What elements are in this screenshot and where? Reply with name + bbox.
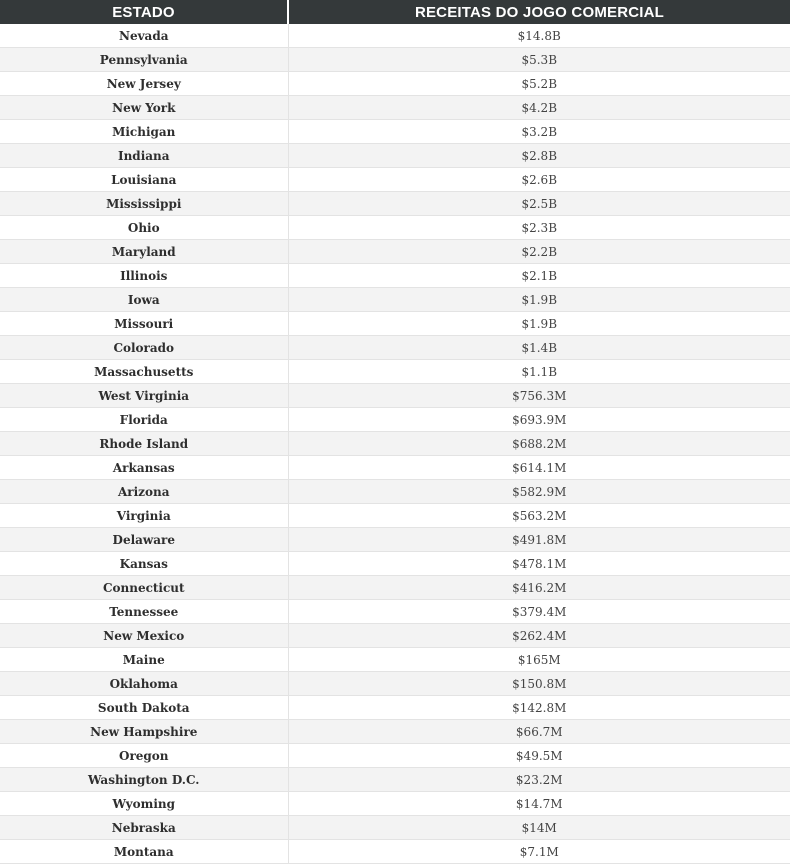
state-cell: New Mexico [0, 624, 288, 648]
state-cell: Indiana [0, 144, 288, 168]
table-row [0, 840, 790, 864]
state-cell: Washington D.C. [0, 768, 288, 792]
state-cell: Montana [0, 840, 288, 864]
state-cell: Arkansas [0, 456, 288, 480]
revenue-cell: $756.3M [288, 384, 790, 408]
revenue-cell: $693.9M [288, 408, 790, 432]
revenue-cell: $2.2B [288, 240, 790, 264]
table-row [0, 216, 790, 240]
table-row [0, 696, 790, 720]
table-row [0, 384, 790, 408]
state-cell: Massachusetts [0, 360, 288, 384]
table-row [0, 456, 790, 480]
state-cell: Missouri [0, 312, 288, 336]
table-row [0, 576, 790, 600]
state-cell: New York [0, 96, 288, 120]
table-row [0, 816, 790, 840]
table-row [0, 288, 790, 312]
state-cell: Wyoming [0, 792, 288, 816]
header-row [0, 0, 790, 24]
table-row [0, 120, 790, 144]
table-row [0, 168, 790, 192]
revenue-cell: $416.2M [288, 576, 790, 600]
revenue-cell: $2.5B [288, 192, 790, 216]
revenue-cell: $563.2M [288, 504, 790, 528]
state-cell: Oklahoma [0, 672, 288, 696]
table-row [0, 24, 790, 48]
revenue-cell: $1.9B [288, 312, 790, 336]
state-cell: Delaware [0, 528, 288, 552]
revenue-cell: $23.2M [288, 768, 790, 792]
state-cell: Iowa [0, 288, 288, 312]
table-row [0, 408, 790, 432]
state-cell: Louisiana [0, 168, 288, 192]
table-row [0, 528, 790, 552]
state-cell: Virginia [0, 504, 288, 528]
table-row [0, 768, 790, 792]
table-row [0, 720, 790, 744]
revenue-cell: $688.2M [288, 432, 790, 456]
table-row [0, 504, 790, 528]
state-cell: New Hampshire [0, 720, 288, 744]
revenue-cell: $4.2B [288, 96, 790, 120]
revenue-cell: $142.8M [288, 696, 790, 720]
table-row [0, 312, 790, 336]
state-cell: Florida [0, 408, 288, 432]
table-row [0, 360, 790, 384]
table-row [0, 552, 790, 576]
table-row [0, 264, 790, 288]
state-cell: Kansas [0, 552, 288, 576]
state-cell: Maine [0, 648, 288, 672]
revenue-cell: $478.1M [288, 552, 790, 576]
revenue-cell: $49.5M [288, 744, 790, 768]
table-header [0, 0, 790, 24]
revenue-cell: $2.6B [288, 168, 790, 192]
revenue-cell: $14.7M [288, 792, 790, 816]
revenue-cell: $2.3B [288, 216, 790, 240]
revenue-cell: $3.2B [288, 120, 790, 144]
table-row [0, 672, 790, 696]
table-row [0, 480, 790, 504]
table-row [0, 744, 790, 768]
state-cell: West Virginia [0, 384, 288, 408]
revenue-cell: $262.4M [288, 624, 790, 648]
table-row [0, 336, 790, 360]
table-row [0, 192, 790, 216]
state-cell: Pennsylvania [0, 48, 288, 72]
state-cell: Mississippi [0, 192, 288, 216]
table-row [0, 144, 790, 168]
state-cell: Nevada [0, 24, 288, 48]
revenue-cell: $379.4M [288, 600, 790, 624]
state-cell: Michigan [0, 120, 288, 144]
table-row [0, 432, 790, 456]
state-cell: Ohio [0, 216, 288, 240]
state-cell: Rhode Island [0, 432, 288, 456]
column-header-state: ESTADO [0, 0, 288, 24]
revenue-cell: $165M [288, 648, 790, 672]
revenue-cell: $14M [288, 816, 790, 840]
revenue-cell: $1.4B [288, 336, 790, 360]
state-cell: Oregon [0, 744, 288, 768]
revenue-cell: $2.1B [288, 264, 790, 288]
state-cell: South Dakota [0, 696, 288, 720]
revenue-cell: $1.9B [288, 288, 790, 312]
column-header-revenue: RECEITAS DO JOGO COMERCIAL [288, 0, 790, 24]
revenue-cell: $150.8M [288, 672, 790, 696]
state-cell: Tennessee [0, 600, 288, 624]
table-row [0, 600, 790, 624]
state-cell: Maryland [0, 240, 288, 264]
revenue-cell: $14.8B [288, 24, 790, 48]
state-cell: Connecticut [0, 576, 288, 600]
state-cell: Arizona [0, 480, 288, 504]
table-row [0, 96, 790, 120]
revenue-cell: $1.1B [288, 360, 790, 384]
revenue-cell: $66.7M [288, 720, 790, 744]
revenue-cell: $5.3B [288, 48, 790, 72]
revenue-cell: $491.8M [288, 528, 790, 552]
table-row [0, 624, 790, 648]
table-body [0, 24, 790, 864]
revenue-cell: $614.1M [288, 456, 790, 480]
table-row [0, 792, 790, 816]
table-row [0, 648, 790, 672]
state-cell: Colorado [0, 336, 288, 360]
table-row [0, 240, 790, 264]
revenue-cell: $7.1M [288, 840, 790, 864]
revenue-cell: $5.2B [288, 72, 790, 96]
state-cell: New Jersey [0, 72, 288, 96]
state-cell: Illinois [0, 264, 288, 288]
state-cell: Nebraska [0, 816, 288, 840]
revenue-cell: $2.8B [288, 144, 790, 168]
revenue-cell: $582.9M [288, 480, 790, 504]
table-row [0, 48, 790, 72]
table-row [0, 72, 790, 96]
